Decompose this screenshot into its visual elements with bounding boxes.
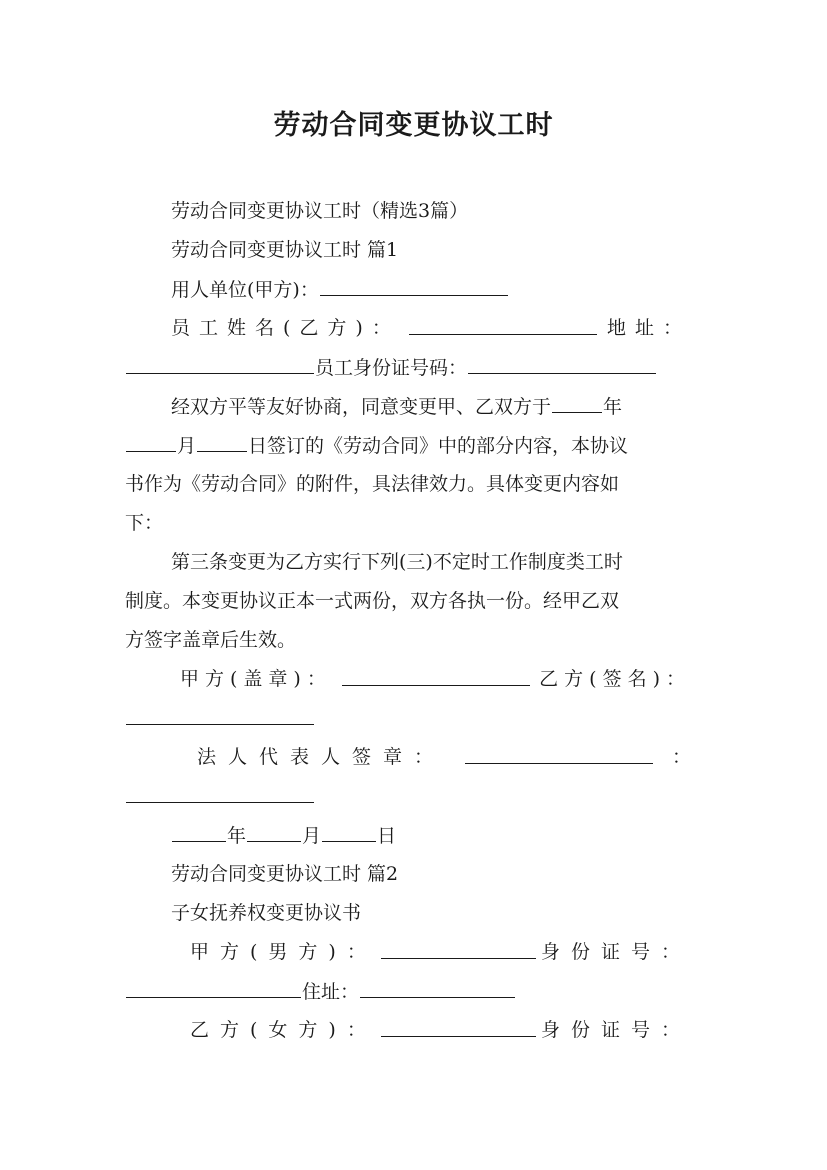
date-row (171, 823, 396, 848)
month-label: 月 (177, 435, 197, 457)
para1-line2 (125, 433, 628, 458)
para1-line3: 书作为《劳动合同》的附件，具法律效力。具体变更内容如 (125, 473, 620, 495)
employer-blank (320, 277, 508, 296)
party-b-sign-label: 乙方(签名)： (539, 668, 691, 690)
party-a-seal-label: 甲方(盖章)： (180, 668, 332, 690)
employer-row (171, 277, 509, 302)
para2-line3: 方签字盖章后生效。 (125, 629, 297, 651)
legal-rep-blank-row (125, 784, 315, 809)
part1-heading: 劳动合同变更协议工时 篇1 (171, 239, 399, 261)
part2-heading: 劳动合同变更协议工时 篇2 (171, 863, 399, 885)
seal-row (180, 667, 691, 691)
address-label: 地址： (606, 317, 691, 339)
id-label: 员工身份证号码： (315, 357, 468, 379)
party-b-sign-blank (126, 706, 314, 725)
date-year-label: 年 (227, 825, 247, 847)
year-blank (552, 394, 602, 413)
employee-label: 员工姓名(乙方)： (171, 317, 400, 339)
legal-rep-row (197, 745, 691, 769)
para1-text-2: 日签订的《劳动合同》中的部分内容，本协议 (248, 435, 629, 457)
party-a-blank (381, 940, 536, 959)
date-year-blank (172, 823, 226, 842)
date-day-label: 日 (377, 825, 397, 847)
document-title: 劳动合同变更协议工时 (273, 110, 554, 141)
para1-line4: 下： (125, 512, 164, 534)
date-month-label: 月 (302, 825, 322, 847)
party-a-address-row (125, 979, 516, 1004)
legal-rep-label: 法人代表人签章： (197, 746, 446, 768)
party-b-id-label: 身份证号： (540, 1019, 691, 1041)
document-subtitle: 劳动合同变更协议工时（精选3篇） (171, 200, 469, 222)
party-b-label: 乙方(女方)： (190, 1019, 377, 1041)
date-day-blank (322, 823, 376, 842)
legal-rep-blank (465, 745, 653, 764)
month-blank (126, 433, 176, 452)
day-blank (197, 433, 247, 452)
employee-row (171, 316, 691, 340)
address-blank (126, 355, 314, 374)
employee-blank (409, 316, 597, 335)
party-a-label: 甲方(男方)： (190, 941, 377, 963)
party-b-blank (381, 1018, 536, 1037)
para1-line1 (171, 394, 622, 419)
para1-text: 经双方平等友好协商，同意变更甲、乙双方于 (171, 396, 552, 418)
party-a-row (190, 940, 691, 964)
para2-line1: 第三条变更为乙方实行下列(三)不定时工作制度类工时 (171, 551, 623, 573)
date-month-blank (247, 823, 301, 842)
party-a-id-blank (126, 979, 301, 998)
part2-doc-title: 子女抚养权变更协议书 (171, 902, 362, 924)
party-a-address-label: 住址： (302, 981, 360, 1003)
id-row (125, 355, 657, 380)
party-a-seal-blank (342, 667, 530, 686)
id-blank (468, 355, 656, 374)
para2-line2: 制度。本变更协议正本一式两份，双方各执一份。经甲乙双 (125, 590, 620, 612)
legal-rep-blank-2 (126, 784, 314, 803)
party-a-address-blank (360, 979, 515, 998)
party-a-id-label: 身份证号： (540, 941, 691, 963)
party-b-row (190, 1018, 691, 1042)
legal-rep-colon: ： (671, 746, 691, 768)
year-label: 年 (603, 396, 623, 418)
party-b-sign-blank-row (125, 706, 315, 731)
employer-label: 用人单位(甲方)： (171, 279, 319, 301)
